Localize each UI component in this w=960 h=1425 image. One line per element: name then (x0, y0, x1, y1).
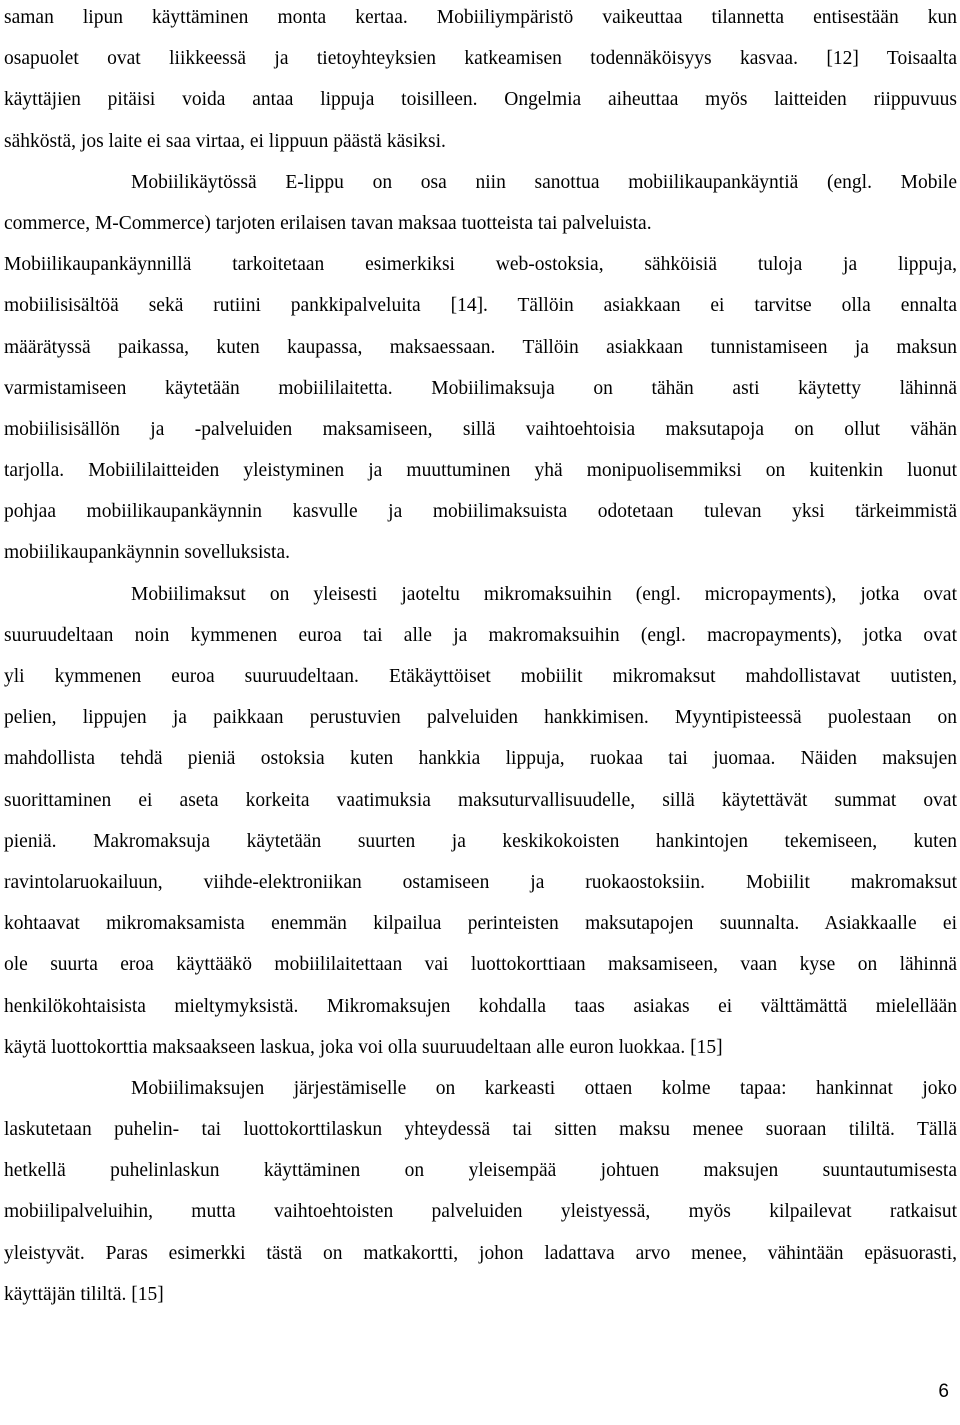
text-line: varmistamiseen käytetään mobiililaitetta. Mobiilimaksuja on tähän asti käytetty lähinnä (4, 377, 957, 399)
paragraph-first-line: Mobiilimaksut on yleisesti jaoteltu mikromaksuihin (engl. micropayments), jotka ovat (131, 583, 957, 605)
text-line: kohtaavat mikromaksamista enemmän kilpailua perinteisten maksutapojen suunnalta. Asiakkaalle ei (4, 913, 957, 935)
text-line: tarjolla. Mobiililaitteiden yleistyminen ja muuttuminen yhä monipuolisemmiksi on kuitenkin luonut (4, 460, 957, 482)
text-line: mobiilisisällön ja -palveluiden maksamiseen, sillä vaihtoehtoisia maksutapoja on ollut vähän (4, 418, 957, 440)
text-line: osapuolet ovat liikkeessä ja tietoyhteyksien katkeamisen todennäköisyys kasvaa. [12] Toisaalta (4, 48, 957, 70)
text-line: ole suurta eroa käyttääkö mobiililaitettaan vai luottokorttiaan maksamiseen, vaan kyse on lähinnä (4, 954, 957, 976)
text-line: sähköstä, jos laite ei saa virtaa, ei lippuun päästä käsiksi. (4, 130, 446, 152)
text-line: Mobiilikaupankäynnillä tarkoitetaan esimerkiksi web-ostoksia, sähköisiä tuloja ja lippuja, (4, 254, 957, 276)
text-line: mobiilisisältöä sekä rutiini pankkipalveluita [14]. Tällöin asiakkaan ei tarvitse olla ennalta (4, 295, 957, 317)
text-line: pieniä. Makromaksuja käytetään suurten ja keskikokoisten hankintojen tekemiseen, kuten (4, 830, 957, 852)
text-line: käyttäjän tililtä. [15] (4, 1283, 164, 1305)
document-body (4, 0, 957, 1315)
paragraph-first-line: Mobiilikäytössä E-lippu on osa niin sanottua mobiilikaupankäyntiä (engl. Mobile (131, 171, 957, 193)
text-line: yli kymmenen euroa suuruudeltaan. Etäkäyttöiset mobiilit mikromaksut mahdollistavat uutisten, (4, 666, 957, 687)
text-line: saman lipun käyttäminen monta kertaa. Mobiiliympäristö vaikeuttaa tilannetta entisestään kun (4, 7, 957, 28)
text-line: henkilökohtaisista mieltymyksistä. Mikromaksujen kohdalla taas asiakas ei välttämättä mielellään (4, 995, 957, 1017)
text-line: hetkellä puhelinlaskun käyttäminen on yleisempää johtuen maksujen suuntautumisesta (4, 1160, 957, 1182)
text-line: käytä luottokorttia maksaakseen laskua, joka voi olla suuruudeltaan alle euron luokkaa. [15] (4, 1036, 723, 1058)
text-line: yleistyvät. Paras esimerkki tästä on matkakortti, johon ladattava arvo menee, vähintään epäsuorasti, (4, 1242, 957, 1264)
text-line: mobiilikaupankäynnin sovelluksista. (4, 542, 290, 564)
page-number: 6 (938, 1381, 949, 1402)
text-line: suorittaminen ei aseta korkeita vaatimuksia maksuturvallisuudelle, sillä käytettävät summat ovat (4, 789, 957, 811)
text-line: määrätyssä paikassa, kuten kaupassa, maksaessaan. Tällöin asiakkaan tunnistamiseen ja maksun (4, 336, 957, 358)
text-line: pelien, lippujen ja paikkaan perustuvien palveluiden hankkimisen. Myyntipisteessä puolestaan on (4, 707, 957, 729)
text-line: ravintolaruokailuun, viihde-elektroniikan ostamiseen ja ruokaostoksiin. Mobiilit makromaksut (4, 871, 957, 893)
paragraph-first-line: Mobiilimaksujen järjestämiselle on karkeasti ottaen kolme tapaa: hankinnat joko (131, 1077, 957, 1099)
text-line: mobiilipalveluihin, mutta vaihtoehtoisten palveluiden yleistyessä, myös kilpailevat ratkaisut (4, 1201, 957, 1223)
text-line: käyttäjien pitäisi voida antaa lippuja toisilleen. Ongelmia aiheuttaa myös laitteiden riippuvuus (4, 89, 957, 111)
text-line: pohjaa mobiilikaupankäynnin kasvulle ja mobiilimaksuista odotetaan tulevan yksi tärkeimmistä (4, 501, 957, 523)
text-line: suuruudeltaan noin kymmenen euroa tai alle ja makromaksuihin (engl. macropayments), jotka ovat (4, 624, 957, 646)
text-line: mahdollista tehdä pieniä ostoksia kuten hankkia lippuja, ruokaa tai juomaa. Näiden maksujen (4, 748, 957, 770)
text-line: laskutetaan puhelin- tai luottokorttilaskun yhteydessä tai sitten maksu menee suoraan tililtä. Tällä (4, 1119, 957, 1141)
text-line: commerce, M-Commerce) tarjoten erilaisen tavan maksaa tuotteista tai palveluista. (4, 212, 652, 234)
